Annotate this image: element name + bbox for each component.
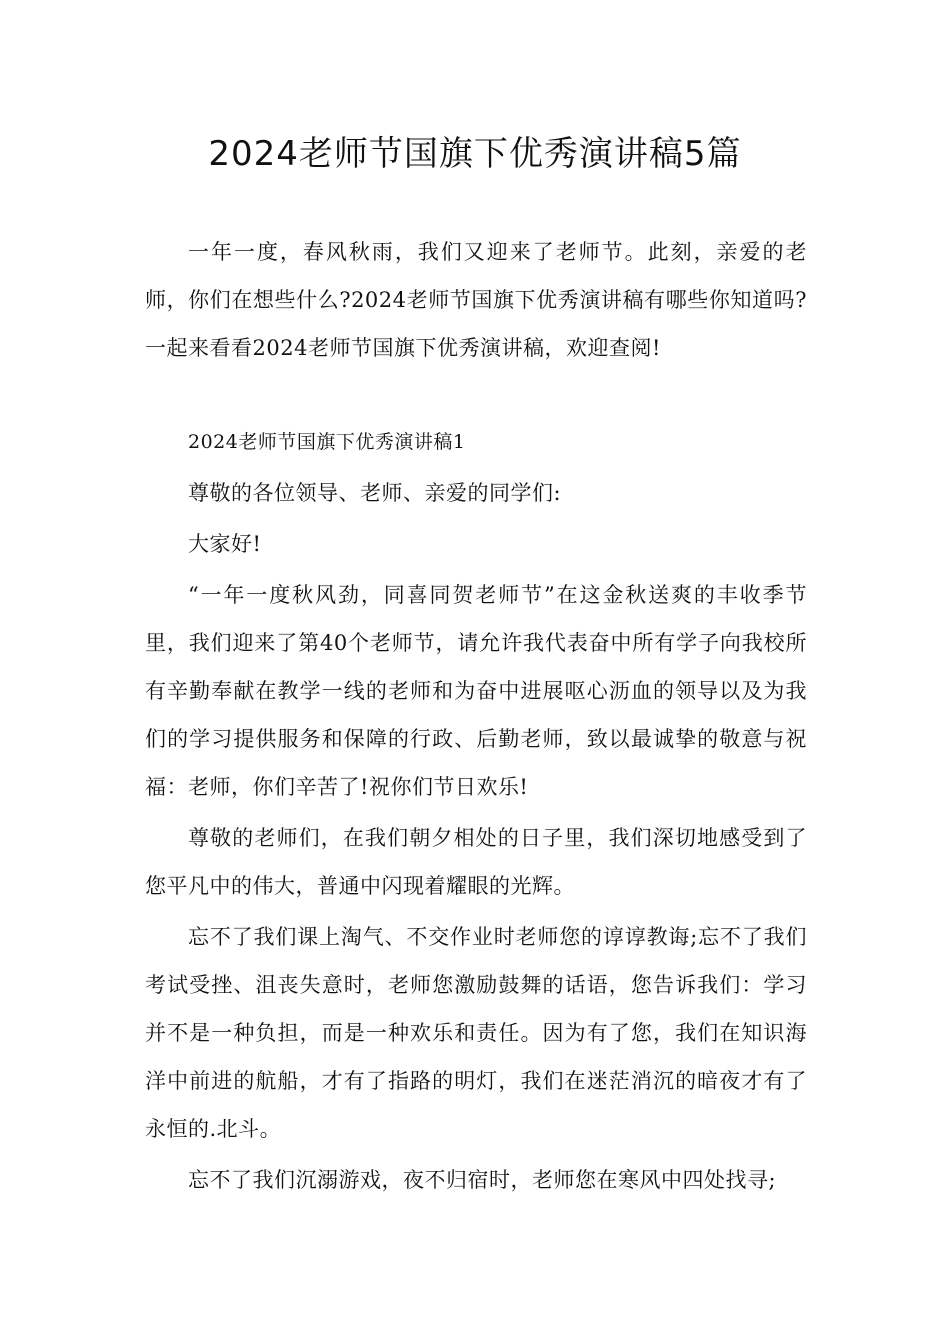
intro-paragraph: 一年一度，春风秋雨，我们又迎来了老师节。此刻，亲爱的老师，你们在想些什么?2024老师节国旗下优秀演讲稿有哪些你知道吗?一起来看看2024老师节国旗下优秀演讲稿，欢迎查阅! [145, 240, 807, 360]
document-body [145, 228, 807, 1207]
body-paragraph: “一年一度秋风劲，同喜同贺老师节”在这金秋送爽的丰收季节里，我们迎来了第40个老师节，请允许我代表奋中所有学子向我校所有辛勤奉献在教学一线的老师和为奋中进展呕心沥血的领导以及为我们的学习提供服务和保障的行政、后勤老师，致以最诚挚的敬意与祝福：老师，你们辛苦了!祝你们节日欢乐! [145, 583, 807, 799]
section-heading: 2024老师节国旗下优秀演讲稿1 [188, 431, 466, 453]
body-paragraph: 尊敬的老师们，在我们朝夕相处的日子里，我们深切地感受到了您平凡中的伟大，普通中闪现着耀眼的光辉。 [145, 826, 807, 898]
greeting-paragraph: 大家好! [188, 532, 262, 556]
document-title: 2024老师节国旗下优秀演讲稿5篇 [208, 134, 742, 174]
body-paragraph: 忘不了我们沉溺游戏，夜不归宿时，老师您在寒风中四处找寻; [188, 1168, 777, 1192]
body-paragraph: 忘不了我们课上淘气、不交作业时老师您的谆谆教诲;忘不了我们考试受挫、沮丧失意时，老师您激励鼓舞的话语，您告诉我们：学习并不是一种负担，而是一种欢乐和责任。因为有了您，我们在知识海洋中前进的航船，才有了指路的明灯，我们在迷茫消沉的暗夜才有了永恒的.北斗。 [145, 925, 807, 1141]
salutation-paragraph: 尊敬的各位领导、老师、亲爱的同学们: [188, 481, 562, 505]
